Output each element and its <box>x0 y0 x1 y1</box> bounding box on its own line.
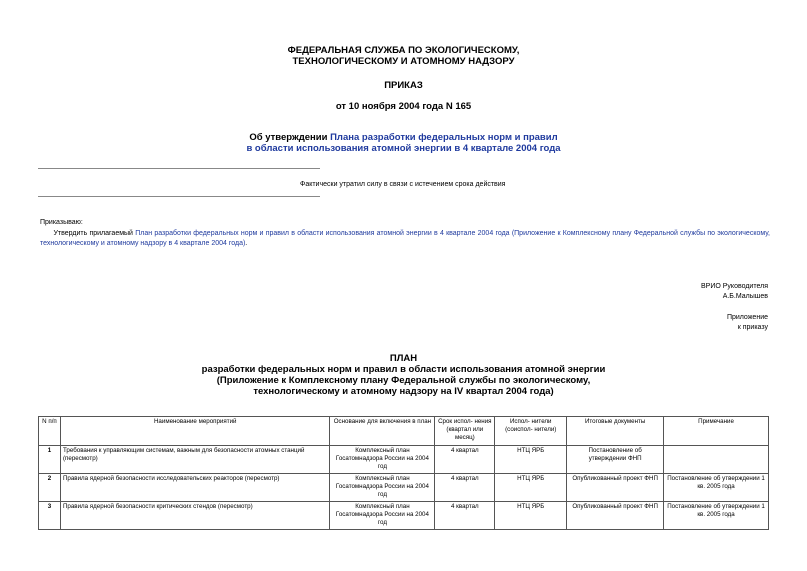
table-cell: 4 квартал <box>435 474 495 502</box>
table-cell: 1 <box>39 446 61 474</box>
column-header: Итоговые документы <box>567 417 664 446</box>
table-cell: Постановление об утверждении 1 кв. 2005 года <box>664 502 769 530</box>
table-cell: Правила ядерной безопасности исследовательских реакторов (пересмотр) <box>60 474 330 502</box>
table-row <box>39 474 769 502</box>
plan-subtitle-line2: (Приложение к Комплексному плану Федеральной службы по экологическому, <box>216 375 591 386</box>
document-date: от 10 ноября 2004 года N 165 <box>335 101 472 112</box>
approve-end: . <box>245 240 248 247</box>
table-cell: Комплексный план Госатомнадзора России на 2004 год <box>330 502 435 530</box>
document-subject-line1 <box>0 132 807 143</box>
table-cell: Комплексный план Госатомнадзора России на 2004 год <box>330 446 435 474</box>
table-cell: Правила ядерной безопасности критических стендов (пересмотр) <box>60 502 330 530</box>
table-cell: НТЦ ЯРБ <box>495 502 567 530</box>
order-paragraph <box>40 229 770 249</box>
table-cell: Комплексный план Госатомнадзора России на 2004 год <box>330 474 435 502</box>
table-cell: Постановление об утверждении ФНП <box>567 446 664 474</box>
table-cell: Требования к управляющим системам, важным для безопасности атомных станций (пересмотр) <box>60 446 330 474</box>
table-row <box>39 502 769 530</box>
approve-plan-link[interactable]: План разработки федеральных норм и правил в области использования атомной энергии в 4 квартале 2004 года (Приложение к Комплексному плану Федеральной службы по экологическому, технологическому и атомному надзору в 4 квартале 2004 года) <box>40 230 770 247</box>
appendix-label: Приложение <box>726 314 768 321</box>
subject-link-line2[interactable]: в области использования атомной энергии в 4 квартале 2004 года <box>246 143 561 154</box>
table-cell: 2 <box>39 474 61 502</box>
column-header: Основание для включения в план <box>330 417 435 446</box>
table-cell: Постановление об утверждении 1 кв. 2005 года <box>664 474 769 502</box>
column-header: Наименование мероприятий <box>60 417 330 446</box>
status-note: Фактически утратил силу в связи с истечением срока действия <box>300 181 506 188</box>
signature-name: А.Б.Малышев <box>722 293 768 300</box>
plan-table <box>38 416 769 530</box>
appendix-block <box>727 313 768 333</box>
column-header: Испол- нители (соиспол- нители) <box>495 417 567 446</box>
divider <box>38 196 320 197</box>
column-header: Примечание <box>664 417 769 446</box>
divider <box>38 168 320 169</box>
agency-name-line1: ФЕДЕРАЛЬНАЯ СЛУЖБА ПО ЭКОЛОГИЧЕСКОМУ, <box>287 45 520 56</box>
table-cell: Опубликованный проект ФНП <box>567 474 664 502</box>
signature-position: ВРИО Руководителя <box>701 283 768 290</box>
plan-title: ПЛАН <box>389 353 418 364</box>
column-header: N п/п <box>39 417 61 446</box>
subject-link[interactable]: Плана разработки федеральных норм и правил <box>330 132 558 143</box>
signature-block <box>701 282 768 302</box>
table-cell: 3 <box>39 502 61 530</box>
appendix-ref: к приказу <box>737 324 768 331</box>
order-word: Приказываю: <box>40 219 83 226</box>
table-cell: НТЦ ЯРБ <box>495 474 567 502</box>
table-cell: 4 квартал <box>435 502 495 530</box>
table-row <box>39 446 769 474</box>
table-header-row <box>39 417 769 446</box>
plan-subtitle-line3: технологическому и атомному надзору на IV квартал 2004 года) <box>253 386 554 397</box>
plan-subtitle-line1: разработки федеральных норм и правил в области использования атомной энергии <box>201 364 606 375</box>
subject-prefix: Об утверждении <box>249 132 328 143</box>
document-type: ПРИКАЗ <box>384 80 423 91</box>
table-cell: НТЦ ЯРБ <box>495 446 567 474</box>
approve-text: Утвердить прилагаемый <box>53 230 133 237</box>
agency-name-line2: ТЕХНОЛОГИЧЕСКОМУ И АТОМНОМУ НАДЗОРУ <box>292 56 515 67</box>
table-cell <box>664 446 769 474</box>
table-cell: Опубликованный проект ФНП <box>567 502 664 530</box>
table-cell: 4 квартал <box>435 446 495 474</box>
column-header: Срок испол- нения (квартал или месяц) <box>435 417 495 446</box>
